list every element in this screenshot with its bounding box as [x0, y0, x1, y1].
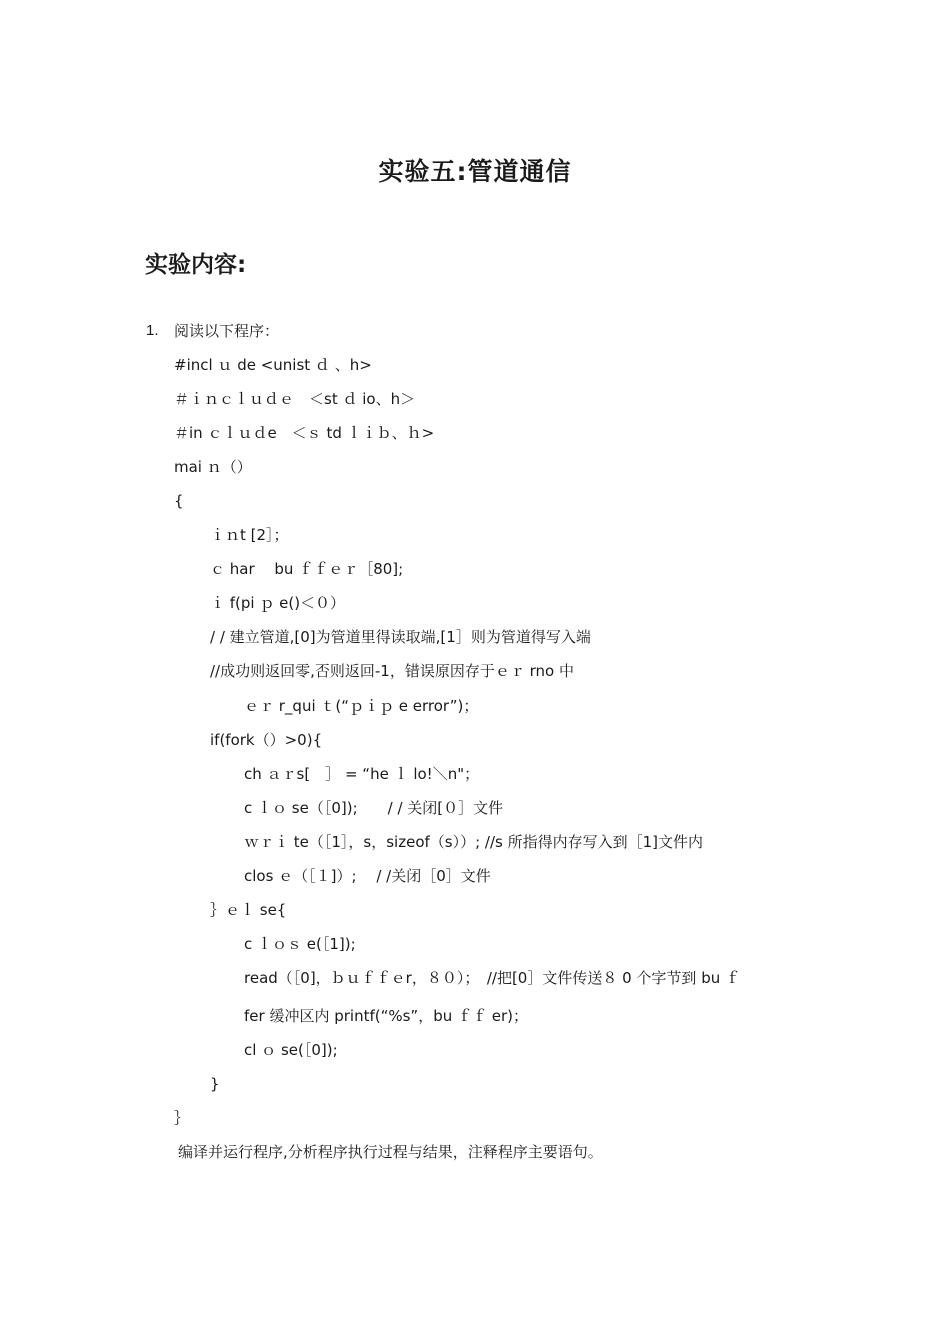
list-item-intro: 阅读以下程序：: [174, 322, 280, 340]
code-line: ｝: [174, 1109, 190, 1127]
code-line: fer 缓冲区内 printf(“%s”，bu ｆｆ er)；: [244, 1007, 529, 1025]
code-line: ch ａｒs[ ］ = “he ｌ lo!＼n"；: [244, 765, 480, 783]
code-line: c ｌｏ se（［0]); / / 关闭[０］文件: [244, 799, 504, 817]
code-line: ＃in ｃｌｕｄe ＜ｓ td ｌｉｂ、ｈ>: [174, 424, 435, 442]
code-line: ｗｒｉ te（［1］，s，sizeof（s））; //s 所指得内存写入到［1]文件内: [244, 833, 704, 851]
code-line: clos ｅ（［１]）; / /关闭［0］文件: [244, 867, 491, 885]
code-comment-line: / / 建立管道,[0]为管道里得读取端,[1］则为管道得写入端: [210, 628, 591, 646]
code-line: #incl ｕ de <unist ｄ 、h>: [174, 356, 372, 374]
code-line: }: [210, 1075, 220, 1093]
section-heading: 实验内容:: [145, 252, 247, 278]
code-line: c ｌｏｓ e(［1]);: [244, 935, 356, 953]
code-line: ｉ f(pi ｐ e()＜０）: [210, 594, 346, 612]
code-comment-line: //成功则返回零,否则返回-1，错误原因存于ｅｒ rno 中: [210, 662, 574, 680]
closing-note: 编译并运行程序,分析程序执行过程与结果，注释程序主要语句。: [178, 1143, 603, 1161]
code-line: ｝ｅｌ se{: [210, 901, 287, 919]
code-line: ＃ｉｎｃｌｕｄｅ ＜st ｄ io、h＞: [174, 390, 416, 408]
code-line: cl ｏ se(［0]);: [244, 1041, 338, 1059]
code-line: read（［0]，ｂｕｆｆｅr，８０）； //把[0］文件传送８ 0 个字节到 bu ｆ: [244, 969, 740, 987]
document-title: 实验五:管道通信: [378, 157, 572, 186]
code-line: if(fork（）>0){: [210, 731, 323, 749]
code-line: ｉｎt [2］；: [210, 526, 289, 544]
code-line: mai ｎ（）: [174, 458, 252, 476]
list-item-number: 1.: [146, 322, 159, 339]
code-line: {: [174, 492, 184, 510]
code-line: ｅｒ r_qui ｔ(“ｐｉｐ e error”)；: [244, 697, 479, 715]
code-line: ｃ har bu ｆｆｅｒ［80];: [210, 560, 404, 578]
